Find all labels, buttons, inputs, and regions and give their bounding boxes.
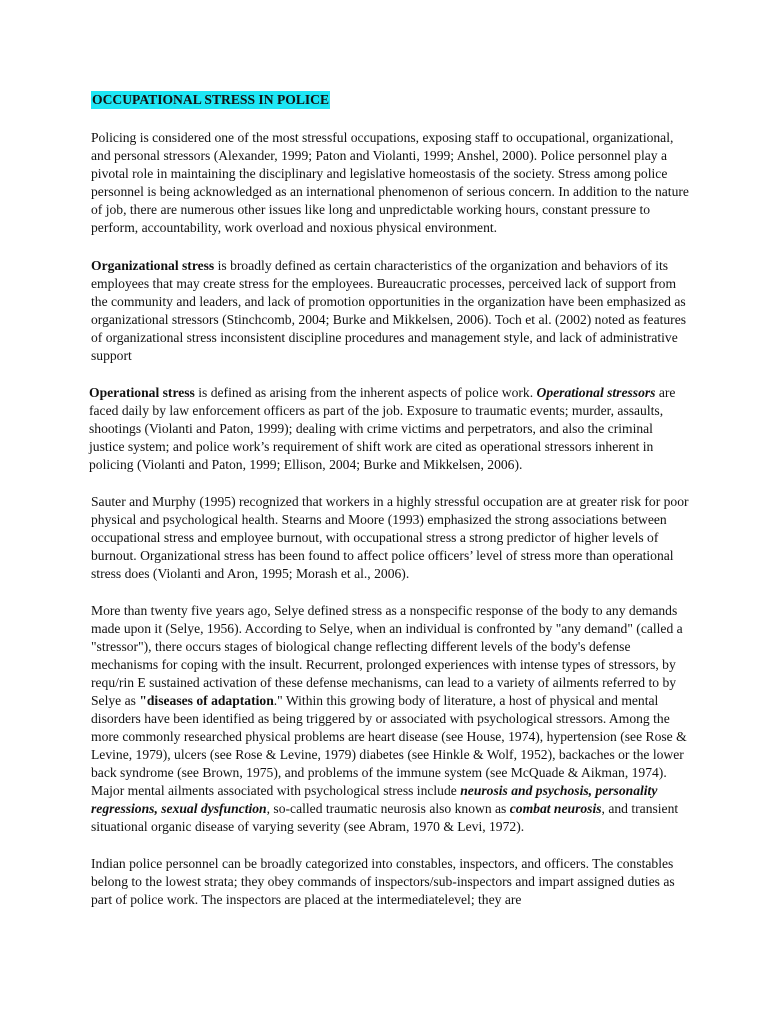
- term-operational-stressors: Operational stressors: [536, 385, 656, 400]
- paragraph-indian-police: [91, 855, 691, 909]
- paragraph-text: Sauter and Murphy (1995) recognized that workers in a highly stressful occupation are at greater risk for poor physical and psychological health. Stearns and Moore (1993) emphasized the strong associations between occupational stress and employee burnout, with occupational stress a strong predictor of higher levels of burnout. Organizational stress has been found to affect police officers’ level of stress more than operational stress does (Violanti and Aron, 1995; Morash et al., 2006).: [91, 494, 689, 581]
- term-organizational-stress: Organizational stress: [91, 258, 215, 273]
- paragraph-text: ." Within this growing body of literature, a host of physical and mental disorders have been identified as being triggered by or associated with psychological stressors. Among the more commonly researched physical problems are heart disease (see House, 1974), hypertension (see Rose & Levine, 1979), ulcers (see Rose & Levine, 1979) diabetes (see Hinkle & Wolf, 1952), backaches or the lower back syndrome (see Brown, 1975), and problems of the immune system (see McQuade & Aikman, 1974). Major mental ailments associated with psychological stress include: [91, 693, 687, 798]
- paragraph-text: More than twenty five years ago, Selye defined stress as a nonspecific response of the body to any demands made upon it (Selye, 1956). According to Selye, when an individual is confronted by "any demand" (called a "stressor"), there occurs stages of biological change reflecting different levels of the body's defense mechanisms for coping with the insult. Recurrent, prolonged experiences with intense types of stressors, by requ/rin E sustained activation of these defense mechanisms, can lead to a variety of ailments referred to by Selye as: [91, 603, 683, 708]
- paragraph-intro: [91, 129, 691, 237]
- paragraph-burnout: [91, 493, 691, 583]
- paragraph-text: is broadly defined as certain characteristics of the organization and behaviors of its employees that may create stress for the employees. Bureaucratic processes, perceived lack of support from the community and leaders, and lack of promotion opportunities in the organization have been emphasized as organizational stressors (Stinchcomb, 2004; Burke and Mikkelsen, 2006). Toch et al. (2002) noted as features of organizational stress inconsistent discipline procedures and management style, and lack of administrative support: [91, 258, 687, 363]
- paragraph-text: Policing is considered one of the most stressful occupations, exposing staff to occupational, organizational, and personal stressors (Alexander, 1999; Paton and Violanti, 1999; Anshel, 2000). Police personnel play a pivotal role in maintaining the disciplinary and legislative homeostasis of the society. Stress among police personnel is being acknowledged as an international phenomenon of serious concern. In addition to the nature of job, there are numerous other issues like long and unpredictable working hours, constant pressure to perform, accountability, work overload and noxious physical environment.: [91, 130, 689, 235]
- term-combat-neurosis: combat neurosis: [509, 801, 602, 816]
- paragraph-text: , so-called traumatic neurosis also known as: [266, 801, 510, 816]
- paragraph-operational-stress: [89, 384, 689, 474]
- paragraph-text: Indian police personnel can be broadly categorized into constables, inspectors, and officers. The constables belong to the lowest strata; they obey commands of inspectors/sub-inspectors and impart assigned duties as part of police work. The inspectors are placed at the intermediatelevel; they are: [91, 856, 675, 907]
- term-diseases-of-adaptation: "diseases of adaptation: [139, 693, 274, 708]
- paragraph-organizational-stress: [91, 257, 691, 365]
- term-mental-ailments: neurosis and psychosis, personality regressions, sexual dysfunction: [91, 783, 658, 816]
- term-operational-stress: Operational stress: [89, 385, 195, 400]
- document-title: OCCUPATIONAL STRESS IN POLICE: [92, 92, 330, 107]
- paragraph-text: are faced daily by law enforcement officers as part of the job. Exposure to traumatic events; murder, assaults, shootings (Violanti and Paton, 1999); dealing with crime victims and perpetrators, and also the criminal justice system; and police work’s requirement of shift work are cited as operational stressors inherent in policing (Violanti and Paton, 1999; Ellison, 2004; Burke and Mikkelsen, 2006).: [89, 385, 676, 472]
- paragraph-text: , and transient situational organic disease of varying severity (see Abram, 1970 & Levi, 1972).: [91, 801, 679, 834]
- paragraph-selye: [91, 602, 691, 836]
- paragraph-text: is defined as arising from the inherent aspects of police work.: [194, 385, 537, 400]
